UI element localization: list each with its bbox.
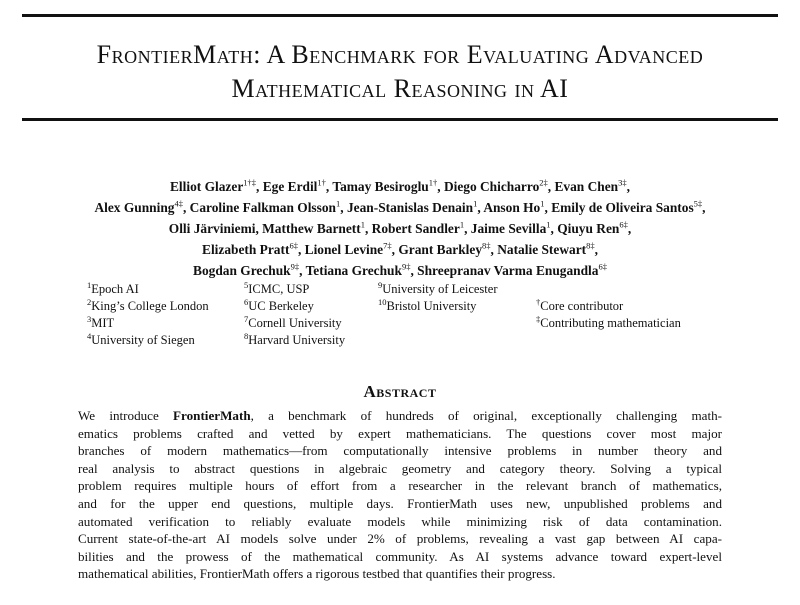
author-affiliation-marker: 3‡ <box>618 177 627 188</box>
affiliation-name: Cornell University <box>248 316 342 330</box>
affiliations-column-3 <box>378 281 497 315</box>
affiliation-name: Bristol University <box>386 299 477 313</box>
affiliation-number: 5 <box>244 279 249 290</box>
author <box>94 200 183 215</box>
bottom-rule <box>22 118 778 121</box>
affiliation-number: 2 <box>87 296 92 307</box>
author-affiliation-marker: 1 <box>336 198 341 209</box>
affiliation-item <box>244 298 345 315</box>
author-affiliation-marker: 1 <box>546 219 551 230</box>
author <box>557 221 628 236</box>
author-line-5: Bogdan Grechuk$^{9\ddagger}$, Tetiana Grechuk$^{9\ddagger}$, Shreepranav Varma Enugandla$^{6\ddagger}$ <box>193 261 607 278</box>
affiliations-column-1 <box>87 281 209 349</box>
author-name: Tamay Besiroglu <box>332 179 429 194</box>
author-name: Lionel Levine <box>304 242 384 257</box>
affiliation-number: 8 <box>244 330 249 341</box>
affiliation-number: 7 <box>244 313 249 324</box>
author <box>190 200 341 215</box>
author-name: Tetiana Grechuk <box>305 263 402 278</box>
author-name: Diego Chicharro <box>443 179 540 194</box>
author-affiliation-marker: 5‡ <box>693 198 703 209</box>
author <box>347 200 477 215</box>
author-name: Evan Chen <box>554 179 619 194</box>
abstract-line: mathematical abilities, FrontierMath offers a rigorous testbed that quantifies their progress. <box>78 566 556 582</box>
affiliation-item <box>378 298 497 315</box>
affiliation-number: 1 <box>87 279 92 290</box>
affiliation-name: University of Siegen <box>91 333 195 347</box>
author-name: Grant Barkley <box>398 242 483 257</box>
affiliation-item <box>244 332 345 349</box>
author-name: Anson Ho <box>483 200 541 215</box>
note-text: Core contributor <box>540 299 624 313</box>
author <box>554 179 626 194</box>
author-affiliation-marker: 1 <box>473 198 478 209</box>
affiliation-name: Epoch AI <box>91 282 139 296</box>
author-affiliation-marker: 2‡ <box>539 177 548 188</box>
abstract-line: bilities and the prowess of the mathematical community. As AI systems advance toward expert-level <box>78 548 722 564</box>
title-line-1: FrontierMath: A Benchmark for Evaluating Advanced <box>96 40 704 69</box>
author-affiliation-marker: 8‡ <box>482 240 491 251</box>
author <box>263 179 326 194</box>
author-name: Caroline Falkman Olsson <box>189 200 337 215</box>
contribution-note <box>536 315 681 332</box>
author-affiliation-marker: 4‡ <box>174 198 183 209</box>
abstract-line: and for the upper end questions, multiple days. FrontierMath uses new, unpublished problems and <box>78 495 722 511</box>
contribution-note <box>536 298 681 315</box>
abstract-lead-before: We introduce <box>78 408 174 423</box>
author <box>471 221 551 236</box>
author-affiliation-marker: 6‡ <box>619 219 628 230</box>
author-name: Olli Järviniemi <box>168 221 256 236</box>
author-name: Matthew Barnett <box>262 221 361 236</box>
affiliation-item <box>87 315 209 332</box>
abstract-lead-bold: FrontierMath <box>173 408 251 423</box>
author <box>398 242 490 257</box>
author <box>551 200 702 215</box>
author-name: Alex Gunning <box>94 200 175 215</box>
contribution-notes <box>536 298 681 332</box>
author-affiliation-marker: 1† <box>317 177 326 188</box>
author-name: Emily de Oliveira Santos <box>551 200 694 215</box>
author-affiliation-marker: 8‡ <box>586 240 595 251</box>
affiliation-item <box>87 281 209 298</box>
author <box>262 221 365 236</box>
author-name: Robert Sandler <box>371 221 460 236</box>
affiliation-item <box>378 281 497 298</box>
abstract-line: branches of modern mathematics—from computationally intensive problems in number theory and <box>78 443 722 459</box>
author-name: Shreepranav Varma Enugandla <box>417 263 599 278</box>
affiliation-name: Harvard University <box>248 333 346 347</box>
author <box>332 179 437 194</box>
author <box>305 242 392 257</box>
author-affiliation-marker: 9‡ <box>401 261 411 272</box>
author-name: Natalie Stewart <box>497 242 587 257</box>
affiliation-item <box>87 298 209 315</box>
author-name: Elizabeth Pratt <box>202 242 290 257</box>
affiliation-number: 3 <box>87 313 92 324</box>
abstract-body <box>78 407 722 583</box>
note-text: Contributing mathematician <box>540 316 681 330</box>
abstract-line: problem requires multiple hours of effort from a researcher in the relevant branch of mathematics, <box>78 478 722 494</box>
author <box>372 221 464 236</box>
abstract-lead-after: , a benchmark of hundreds of original, exceptionally challenging math- <box>250 408 722 423</box>
affiliation-item <box>87 332 209 349</box>
author <box>444 179 548 194</box>
abstract-heading: Abstract <box>363 382 437 401</box>
author <box>169 221 256 236</box>
author-name: Ege Erdil <box>262 179 318 194</box>
affiliation-item <box>244 315 345 332</box>
author-affiliation-marker: 1 <box>360 219 365 230</box>
author-line-2: Alex Gunning$^{4\ddagger}$, Caroline Falkman Olsson$^1$, Jean-Stanislas Denain$^1$, Anson Ho$^1$, Emily de Oliveira Santos$^{5\ddagger}$, <box>94 198 706 215</box>
paper-title <box>0 38 800 106</box>
abstract-line: ematics problems crafted and vetted by expert mathematicians. The questions cover most major <box>78 425 722 441</box>
author-line-3: Olli Järviniemi, Matthew Barnett$^1$, Robert Sandler$^1$, Jaime Sevilla$^1$, Qiuyu Ren$^{6\ddagger}$, <box>168 219 632 236</box>
affiliation-number: 4 <box>87 330 92 341</box>
author-name: Jean-Stanislas Denain <box>346 200 474 215</box>
author-line-1: Elliot Glazer$^{1\dagger\ddagger}$, Ege Erdil$^{1\dagger}$, Tamay Besiroglu$^{1\dagger}$, Diego Chicharro$^{2\ddagger}$, Evan Chen$^{3\ddagger}$, <box>170 177 630 194</box>
author-affiliation-marker: 1 <box>540 198 545 209</box>
author-name: Jaime Sevilla <box>470 221 547 236</box>
affiliation-item <box>244 281 345 298</box>
affiliation-number: 6 <box>244 296 249 307</box>
affiliation-number: 9 <box>378 279 383 290</box>
author-affiliation-marker: 6‡ <box>289 240 298 251</box>
author-affiliation-marker: 1† <box>428 177 438 188</box>
affiliations-column-2 <box>244 281 345 349</box>
affiliation-name: UC Berkeley <box>248 299 314 313</box>
affiliation-name: MIT <box>91 316 115 330</box>
abstract-line: automated verification to reliably evaluate models while minimizing risk of data contamination. <box>78 513 722 529</box>
note-marker: † <box>536 296 541 307</box>
author <box>202 242 298 257</box>
author-name: Qiuyu Ren <box>557 221 620 236</box>
author <box>193 263 299 278</box>
affiliation-number: 10 <box>378 296 387 307</box>
author <box>306 263 411 278</box>
title-line-2: Mathematical Reasoning in AI <box>231 74 569 103</box>
author-name: Bogdan Grechuk <box>193 263 291 278</box>
author <box>417 263 607 278</box>
author-line-4: Elizabeth Pratt$^{6\ddagger}$, Lionel Levine$^{7\ddagger}$, Grant Barkley$^{8\ddagger}$, Natalie Stewart$^{8\ddagger}$, <box>202 240 598 257</box>
abstract-line <box>78 407 722 425</box>
author-affiliation-marker: 1 <box>459 219 465 230</box>
author <box>170 179 256 194</box>
author-name: Elliot Glazer <box>170 179 244 194</box>
author-affiliation-marker: 9‡ <box>290 261 300 272</box>
affiliation-name: King’s College London <box>91 299 209 313</box>
author <box>483 200 544 215</box>
author-affiliation-marker: 7‡ <box>383 240 392 251</box>
author-list <box>0 176 800 281</box>
affiliation-name: ICMC, USP <box>248 282 310 296</box>
top-rule <box>22 14 778 17</box>
author <box>497 242 594 257</box>
note-marker: ‡ <box>536 313 541 324</box>
author-affiliation-marker: 1†‡ <box>243 177 257 188</box>
abstract-line: real analysis to abstract questions in algebraic geometry and category theory. Solving a typical <box>78 460 722 476</box>
affiliation-name: University of Leicester <box>382 282 498 296</box>
author-affiliation-marker: 6‡ <box>598 261 607 272</box>
abstract-line: Current state-of-the-art AI models solve under 2% of problems, revealing a vast gap between AI capa- <box>78 531 722 547</box>
